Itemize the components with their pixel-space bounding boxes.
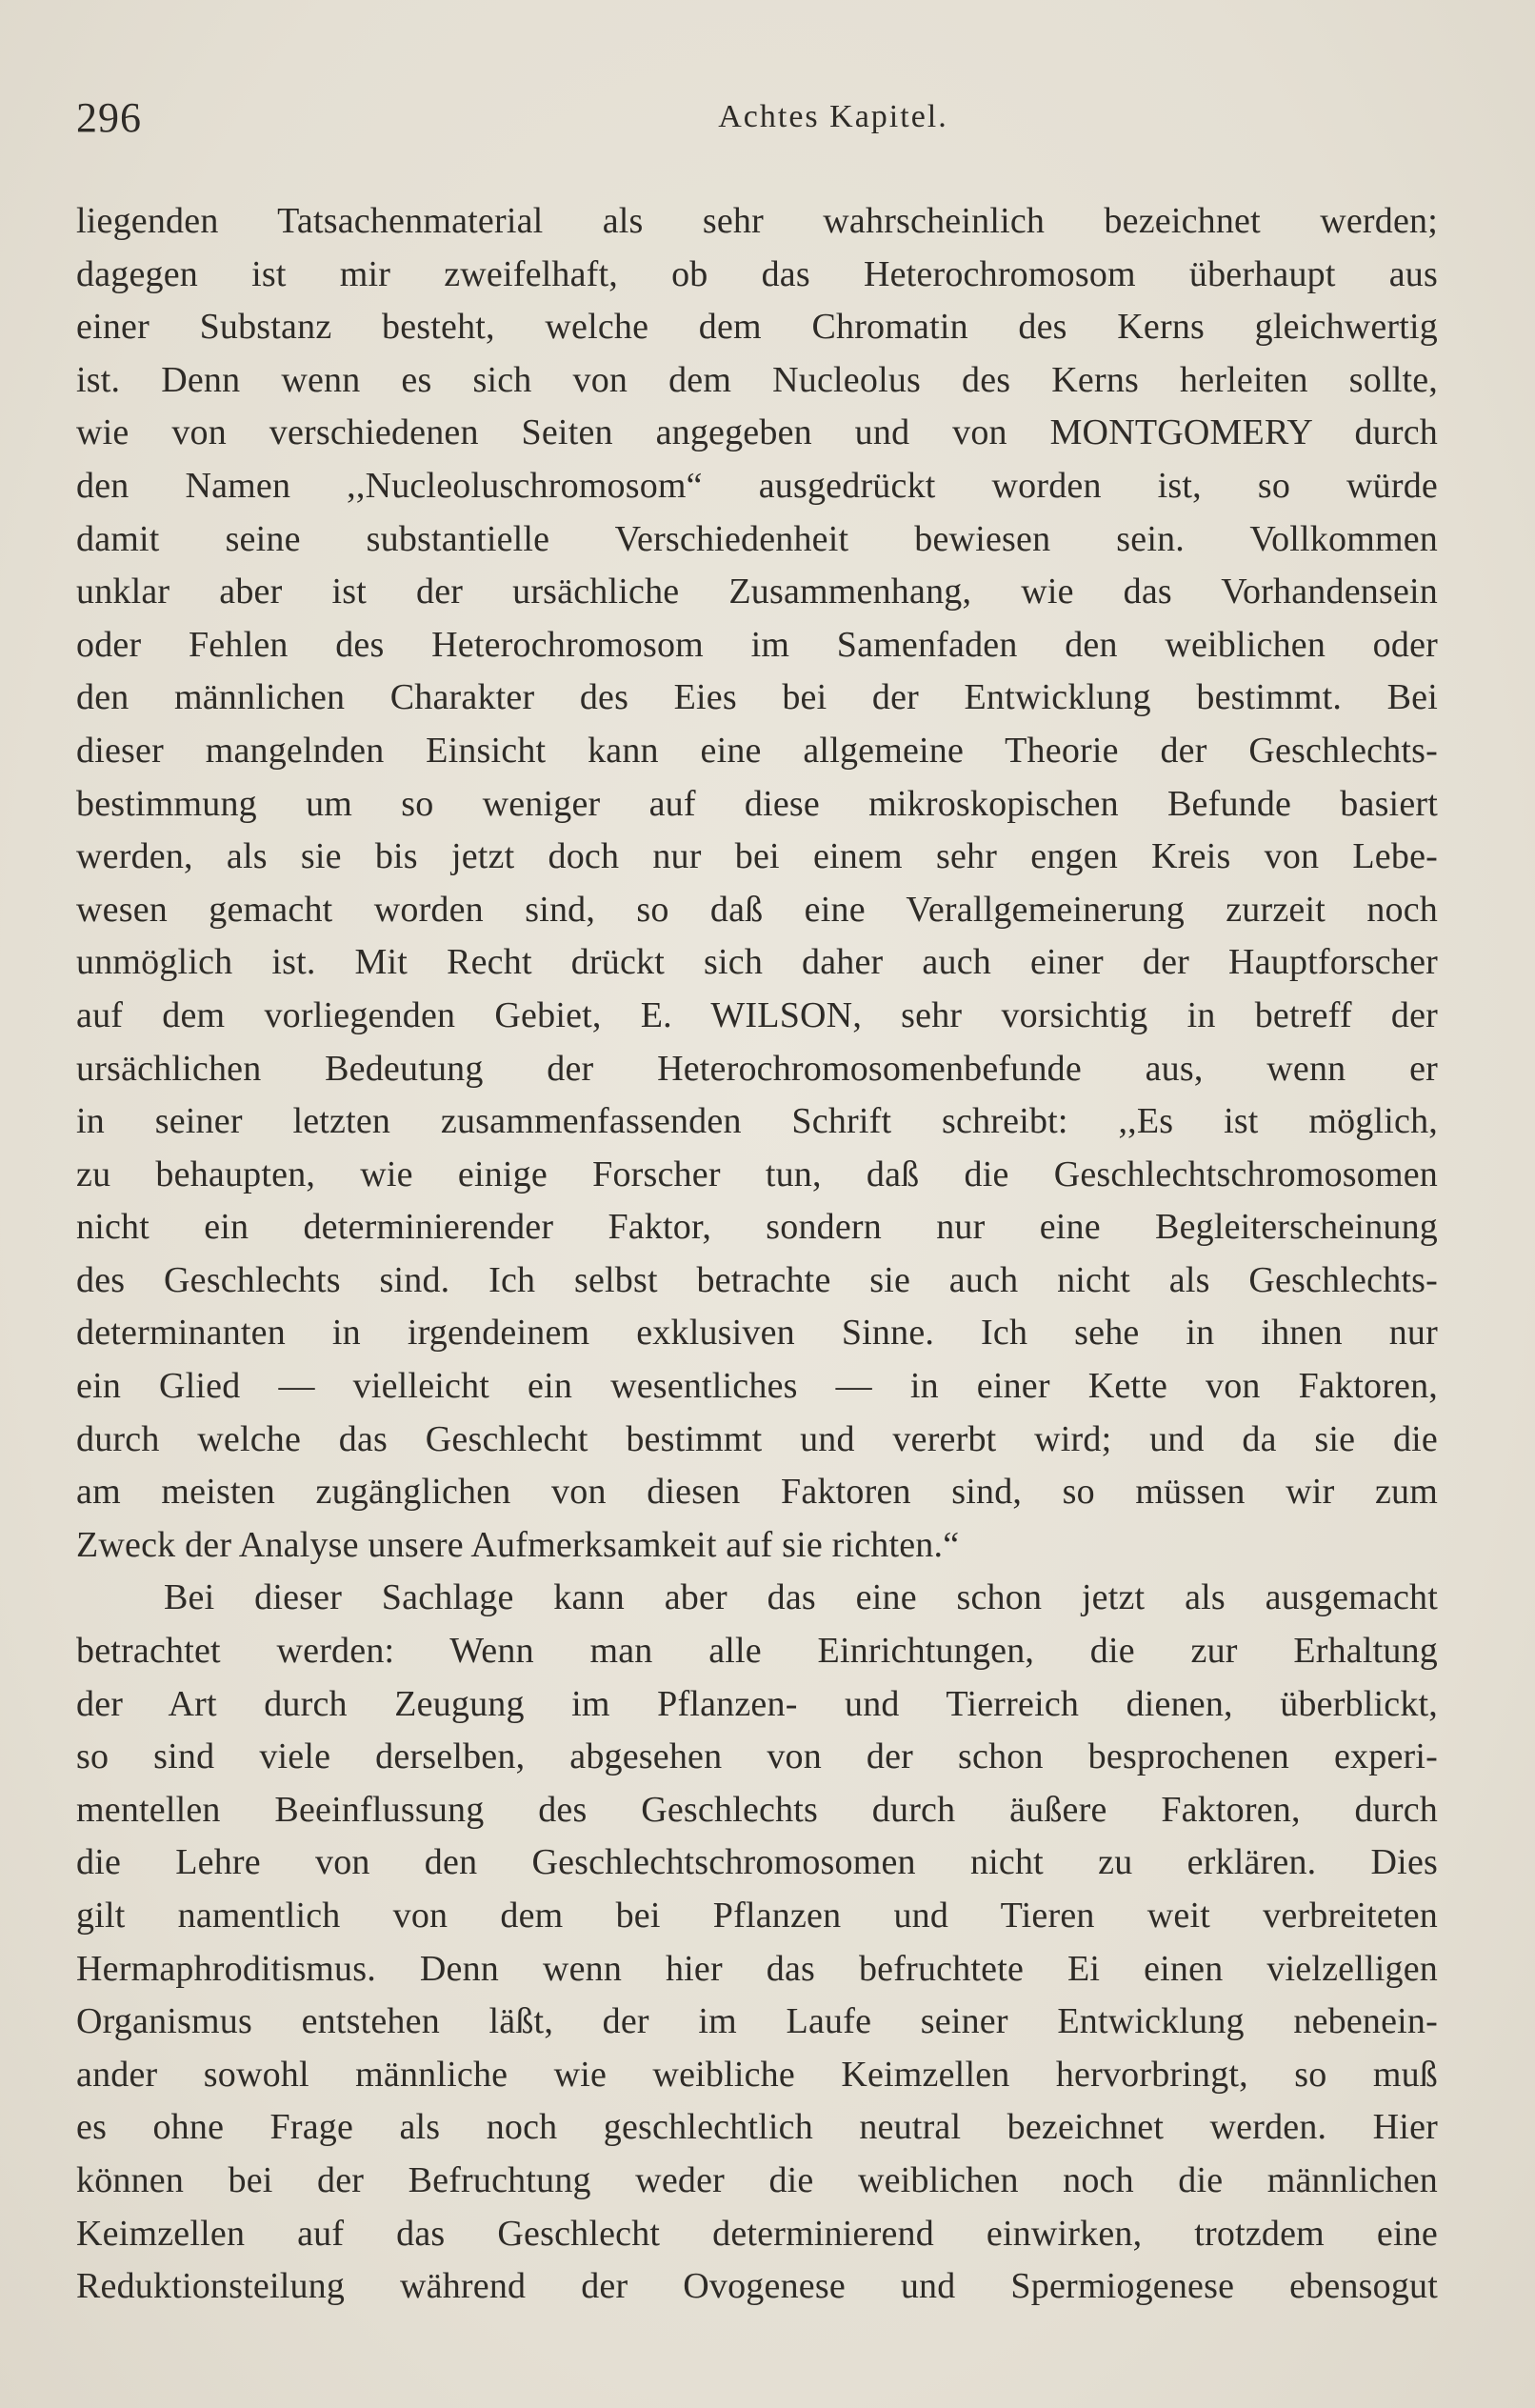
text-line: werden, als sie bis jetzt doch nur bei einem sehr engen Kreis von Lebe- bbox=[76, 836, 1438, 877]
text-line: dieser mangelnden Einsicht kann eine allgemeine Theorie der Geschlechts- bbox=[76, 730, 1438, 771]
text-line: bestimmung um so weniger auf diese mikroskopischen Befunde basiert bbox=[76, 783, 1438, 824]
text-line: ein Glied — vielleicht ein wesentliches — in einer Kette von Faktoren, bbox=[76, 1366, 1438, 1407]
text-line: können bei der Befruchtung weder die weiblichen noch die männlichen bbox=[76, 2159, 1438, 2200]
text-line: den Namen ,,Nucleoluschromosom“ ausgedrückt worden ist, so würde bbox=[76, 465, 1438, 506]
text-line: ist. Denn wenn es sich von dem Nucleolus des Kerns herleiten sollte, bbox=[76, 359, 1438, 400]
text-line: liegenden Tatsachenmaterial als sehr wahrscheinlich bezeichnet werden; bbox=[76, 201, 1438, 241]
text-line: ander sowohl männliche wie weibliche Keimzellen hervorbringt, so muß bbox=[76, 2054, 1438, 2095]
text-line: zu behaupten, wie einige Forscher tun, daß die Geschlechtschromosomen bbox=[76, 1154, 1438, 1194]
text-line: durch welche das Geschlecht bestimmt und vererbt wird; und da sie die bbox=[76, 1418, 1438, 1459]
page-header bbox=[76, 93, 1457, 150]
text-line: den männlichen Charakter des Eies bei der Entwicklung bestimmt. Bei bbox=[76, 677, 1438, 718]
text-line: damit seine substantielle Verschiedenheit bewiesen sein. Vollkommen bbox=[76, 518, 1438, 559]
running-title: Achtes Kapitel. bbox=[718, 99, 948, 134]
text-line: oder Fehlen des Heterochromosom im Samenfaden den weiblichen oder bbox=[76, 624, 1438, 665]
text-line: wesen gemacht worden sind, so daß eine Verallgemeinerung zurzeit noch bbox=[76, 889, 1438, 930]
text-line: gilt namentlich von dem bei Pflanzen und Tieren weit verbreiteten bbox=[76, 1896, 1438, 1936]
text-line: dagegen ist mir zweifelhaft, ob das Heterochromosom überhaupt aus bbox=[76, 253, 1438, 294]
text-line: unklar aber ist der ursächliche Zusammenhang, wie das Vorhandensein bbox=[76, 572, 1438, 612]
text-line: die Lehre von den Geschlechtschromosomen nicht zu erklären. Dies bbox=[76, 1842, 1438, 1883]
text-line: ursächlichen Bedeutung der Heterochromosomenbefunde aus, wenn er bbox=[76, 1048, 1438, 1089]
text-line: auf dem vorliegenden Gebiet, E. WILSON, sehr vorsichtig in betreff der bbox=[76, 994, 1438, 1035]
text-line: es ohne Frage als noch geschlechtlich neutral bezeichnet werden. Hier bbox=[76, 2107, 1438, 2148]
text-line: des Geschlechts sind. Ich selbst betrachte sie auch nicht als Geschlechts- bbox=[76, 1259, 1438, 1300]
text-line: einer Substanz besteht, welche dem Chromatin des Kerns gleichwertig bbox=[76, 307, 1438, 348]
text-line: Hermaphroditismus. Denn wenn hier das befruchtete Ei einen vielzelligen bbox=[76, 1948, 1438, 1989]
text-line: unmöglich ist. Mit Recht drückt sich daher auch einer der Hauptforscher bbox=[76, 942, 1438, 983]
text-line: betrachtet werden: Wenn man alle Einrichtungen, die zur Erhaltung bbox=[76, 1631, 1438, 1672]
paragraph-end-line: Zweck der Analyse unsere Aufmerksamkeit auf sie richten.“ bbox=[76, 1524, 960, 1565]
text-line: der Art durch Zeugung im Pflanzen- und Tierreich dienen, überblickt, bbox=[76, 1683, 1438, 1724]
page-number: 296 bbox=[76, 94, 142, 141]
body-text bbox=[76, 195, 1438, 2314]
text-line: Reduktionsteilung während der Ovogenese und Spermiogenese ebensogut bbox=[76, 2266, 1438, 2307]
text-line: wie von verschiedenen Seiten angegeben und von MONTGOMERY durch bbox=[76, 412, 1438, 453]
paragraph-start-line: Bei dieser Sachlage kann aber das eine schon jetzt als ausgemacht bbox=[164, 1577, 1438, 1618]
text-line: so sind viele derselben, abgesehen von der schon besprochenen experi- bbox=[76, 1736, 1438, 1777]
text-line: determinanten in irgendeinem exklusiven Sinne. Ich sehe in ihnen nur bbox=[76, 1313, 1438, 1354]
text-line: Organismus entstehen läßt, der im Laufe seiner Entwicklung nebenein- bbox=[76, 2001, 1438, 2042]
text-line: Keimzellen auf das Geschlecht determinierend einwirken, trotzdem eine bbox=[76, 2213, 1438, 2254]
text-line: in seiner letzten zusammenfassenden Schrift schreibt: ,,Es ist möglich, bbox=[76, 1101, 1438, 1142]
text-line: mentellen Beeinflussung des Geschlechts durch äußere Faktoren, durch bbox=[76, 1789, 1438, 1830]
text-line: nicht ein determinierender Faktor, sondern nur eine Begleiterscheinung bbox=[76, 1207, 1438, 1248]
text-line: am meisten zugänglichen von diesen Faktoren sind, so müssen wir zum bbox=[76, 1472, 1438, 1513]
